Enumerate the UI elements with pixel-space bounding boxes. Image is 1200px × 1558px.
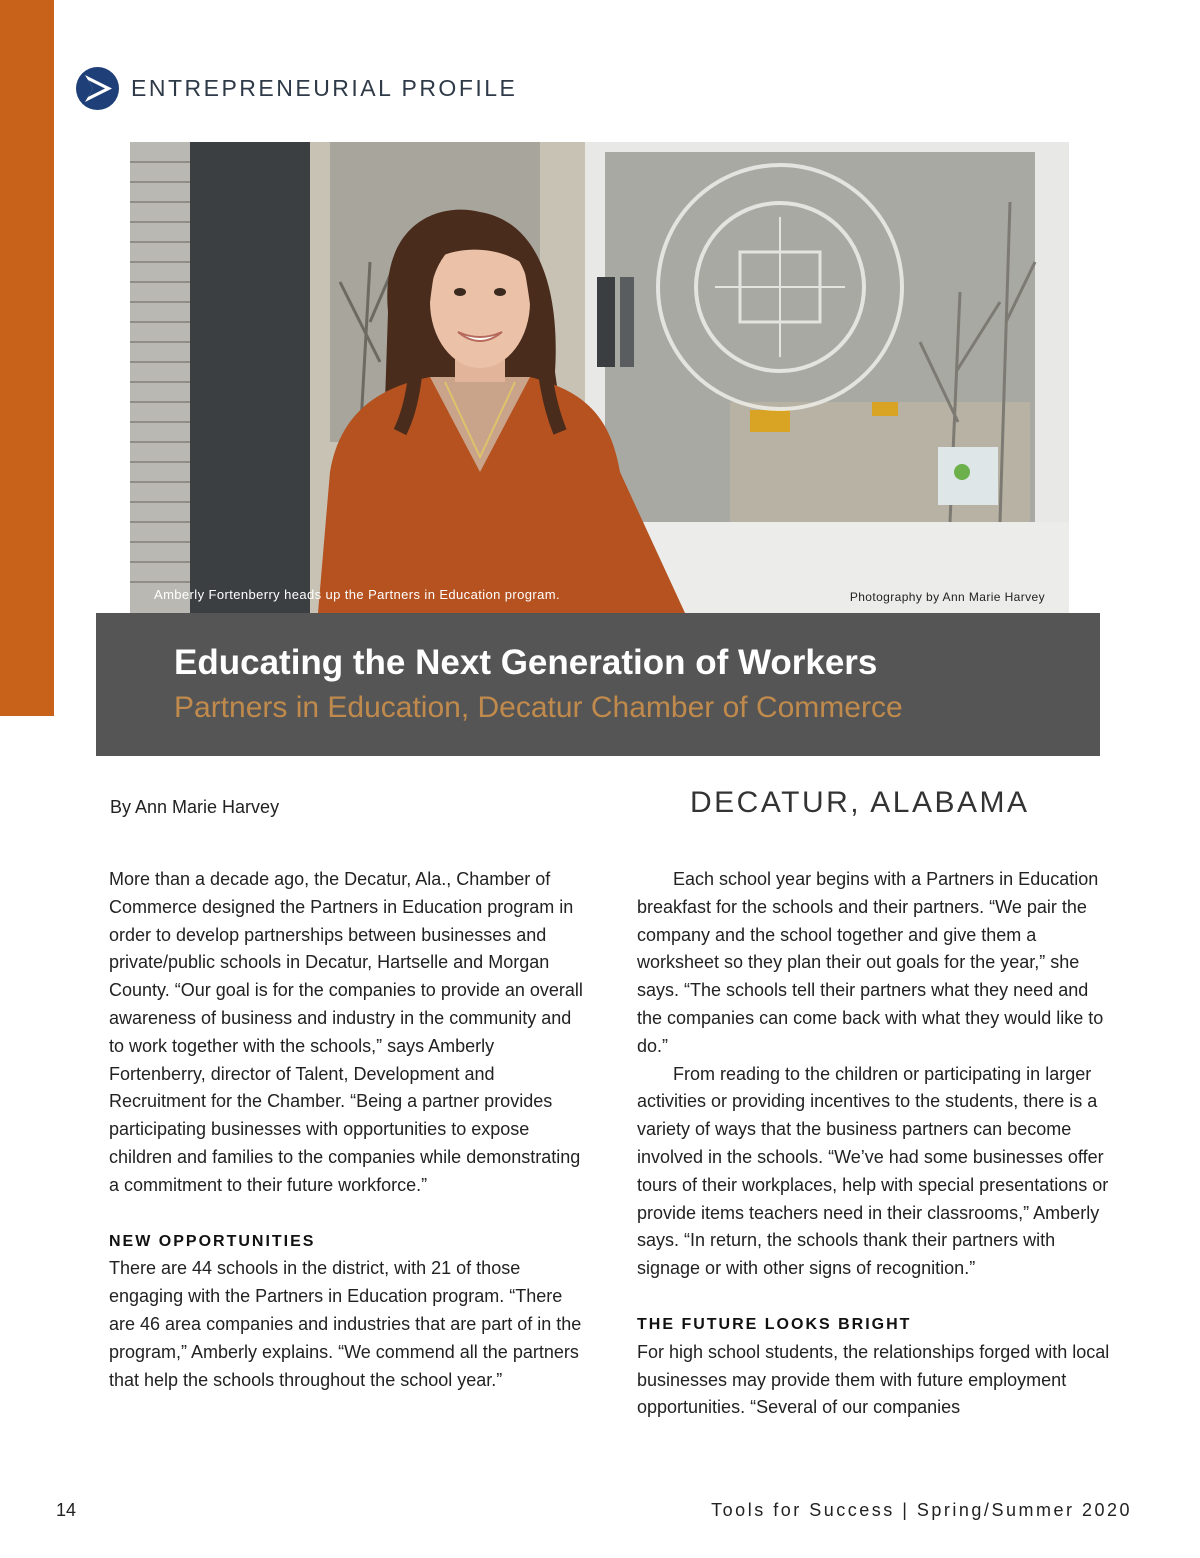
page-number: 14 bbox=[56, 1500, 77, 1520]
article-paragraph: More than a decade ago, the Decatur, Ala., Chamber of Commerce designed the Partners in Education program in order to develop partnerships between businesses and private/public schools in Decatur, Hartselle and Morgan County. “Our goal is for the companies to provide an overall awareness of business and industry in the community and to work together with the schools,” says Amberly Fortenberry, director of Talent, Development and Recruitment for the Chamber. “Being a partner provides participating businesses with opportunities to expose children and families to the companies while demonstrating a commitment to their future workforce.” bbox=[109, 869, 583, 1195]
article-column-right bbox=[637, 866, 1115, 1422]
article-paragraph: Each school year begins with a Partners in Education breakfast for the schools and their partners. “We pair the company and the school together and give them a worksheet so they plan their out goals for the year,” she says. “The schools tell their partners what they need and the companies can come back with what they would like to do.” bbox=[637, 869, 1104, 1056]
section-heading-new-opportunities: NEW OPPORTUNITIES bbox=[109, 1232, 316, 1250]
play-arrow-circle-icon bbox=[76, 67, 119, 110]
article-subhead: Partners in Education, Decatur Chamber of Commerce bbox=[174, 691, 903, 724]
section-heading-future: THE FUTURE LOOKS BRIGHT bbox=[637, 1315, 912, 1333]
publication-footer: Tools for Success | Spring/Summer 2020 bbox=[711, 1500, 1132, 1520]
article-paragraph: From reading to the children or participating in larger activities or providing incentives to the students, there is a variety of ways that the business partners can become involved in the schools. “We’ve had some businesses offer tours of their workplaces, help with special presentations or provide items teachers need in their classrooms,” Amberly says. “In return, the schools thank their partners with signage or with other signs of recognition.” bbox=[637, 1063, 1109, 1279]
chamber-seal-graphic bbox=[658, 165, 902, 409]
article-paragraph: There are 44 schools in the district, with 21 of those engaging with the Partners in Education program. “There are 46 area companies and industries that are part of in the program,” Amberly explains. “We commend all the partners that help the schools throughout the school year.” bbox=[109, 1258, 582, 1390]
article-paragraph: For high school students, the relationships forged with local businesses may provide them with future employment opportunities. “Several of our companies bbox=[637, 1341, 1110, 1418]
section-label: ENTREPRENEURIAL PROFILE bbox=[131, 74, 518, 101]
profile-photo bbox=[130, 142, 1069, 613]
photo-caption: Amberly Fortenberry heads up the Partners in Education program. bbox=[154, 587, 561, 602]
orange-accent-bar bbox=[0, 0, 54, 716]
byline: By Ann Marie Harvey bbox=[110, 797, 280, 817]
article-column-left bbox=[109, 866, 587, 1394]
location-heading: DECATUR, ALABAMA bbox=[690, 786, 1030, 819]
section-header bbox=[76, 66, 517, 110]
title-band bbox=[96, 613, 1100, 756]
article-headline: Educating the Next Generation of Workers bbox=[174, 643, 878, 682]
photo-credit: Photography by Ann Marie Harvey bbox=[849, 590, 1045, 604]
